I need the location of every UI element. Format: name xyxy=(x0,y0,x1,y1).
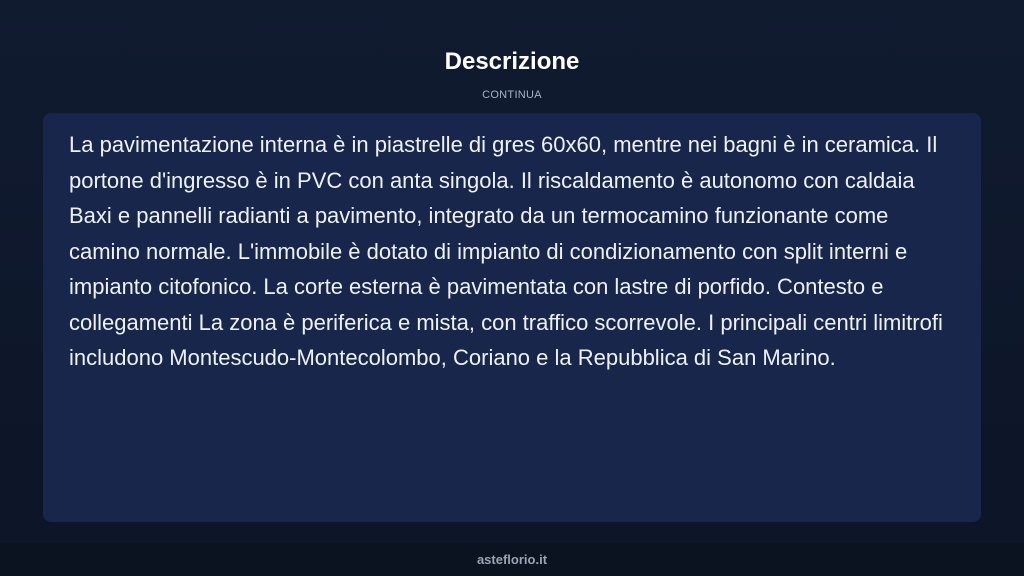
footer-bar xyxy=(0,543,1024,576)
description-text: La pavimentazione interna è in piastrelle di gres 60x60, mentre nei bagni è in ceramica. Il portone d'ingresso è in PVC con anta singola. Il riscaldamento è autonomo con caldaia Baxi e pannelli radianti a pavimento, integrato da un termocamino funzionante come camino normale. L'immobile è dotato di impianto di condizionamento con split interni e impianto citofonico. La corte esterna è pavimentata con lastre di porfido. Contesto e collegamenti La zona è periferica e mista, con traffico scorrevole. I principali centri limitrofi includono Montescudo-Montecolombo, Coriano e la Repubblica di San Marino. xyxy=(69,132,943,370)
page-subtitle: CONTINUA xyxy=(482,89,542,101)
footer-site-label: asteflorio.it xyxy=(476,552,548,567)
page-title: Descrizione xyxy=(444,48,580,75)
description-card xyxy=(43,113,981,522)
